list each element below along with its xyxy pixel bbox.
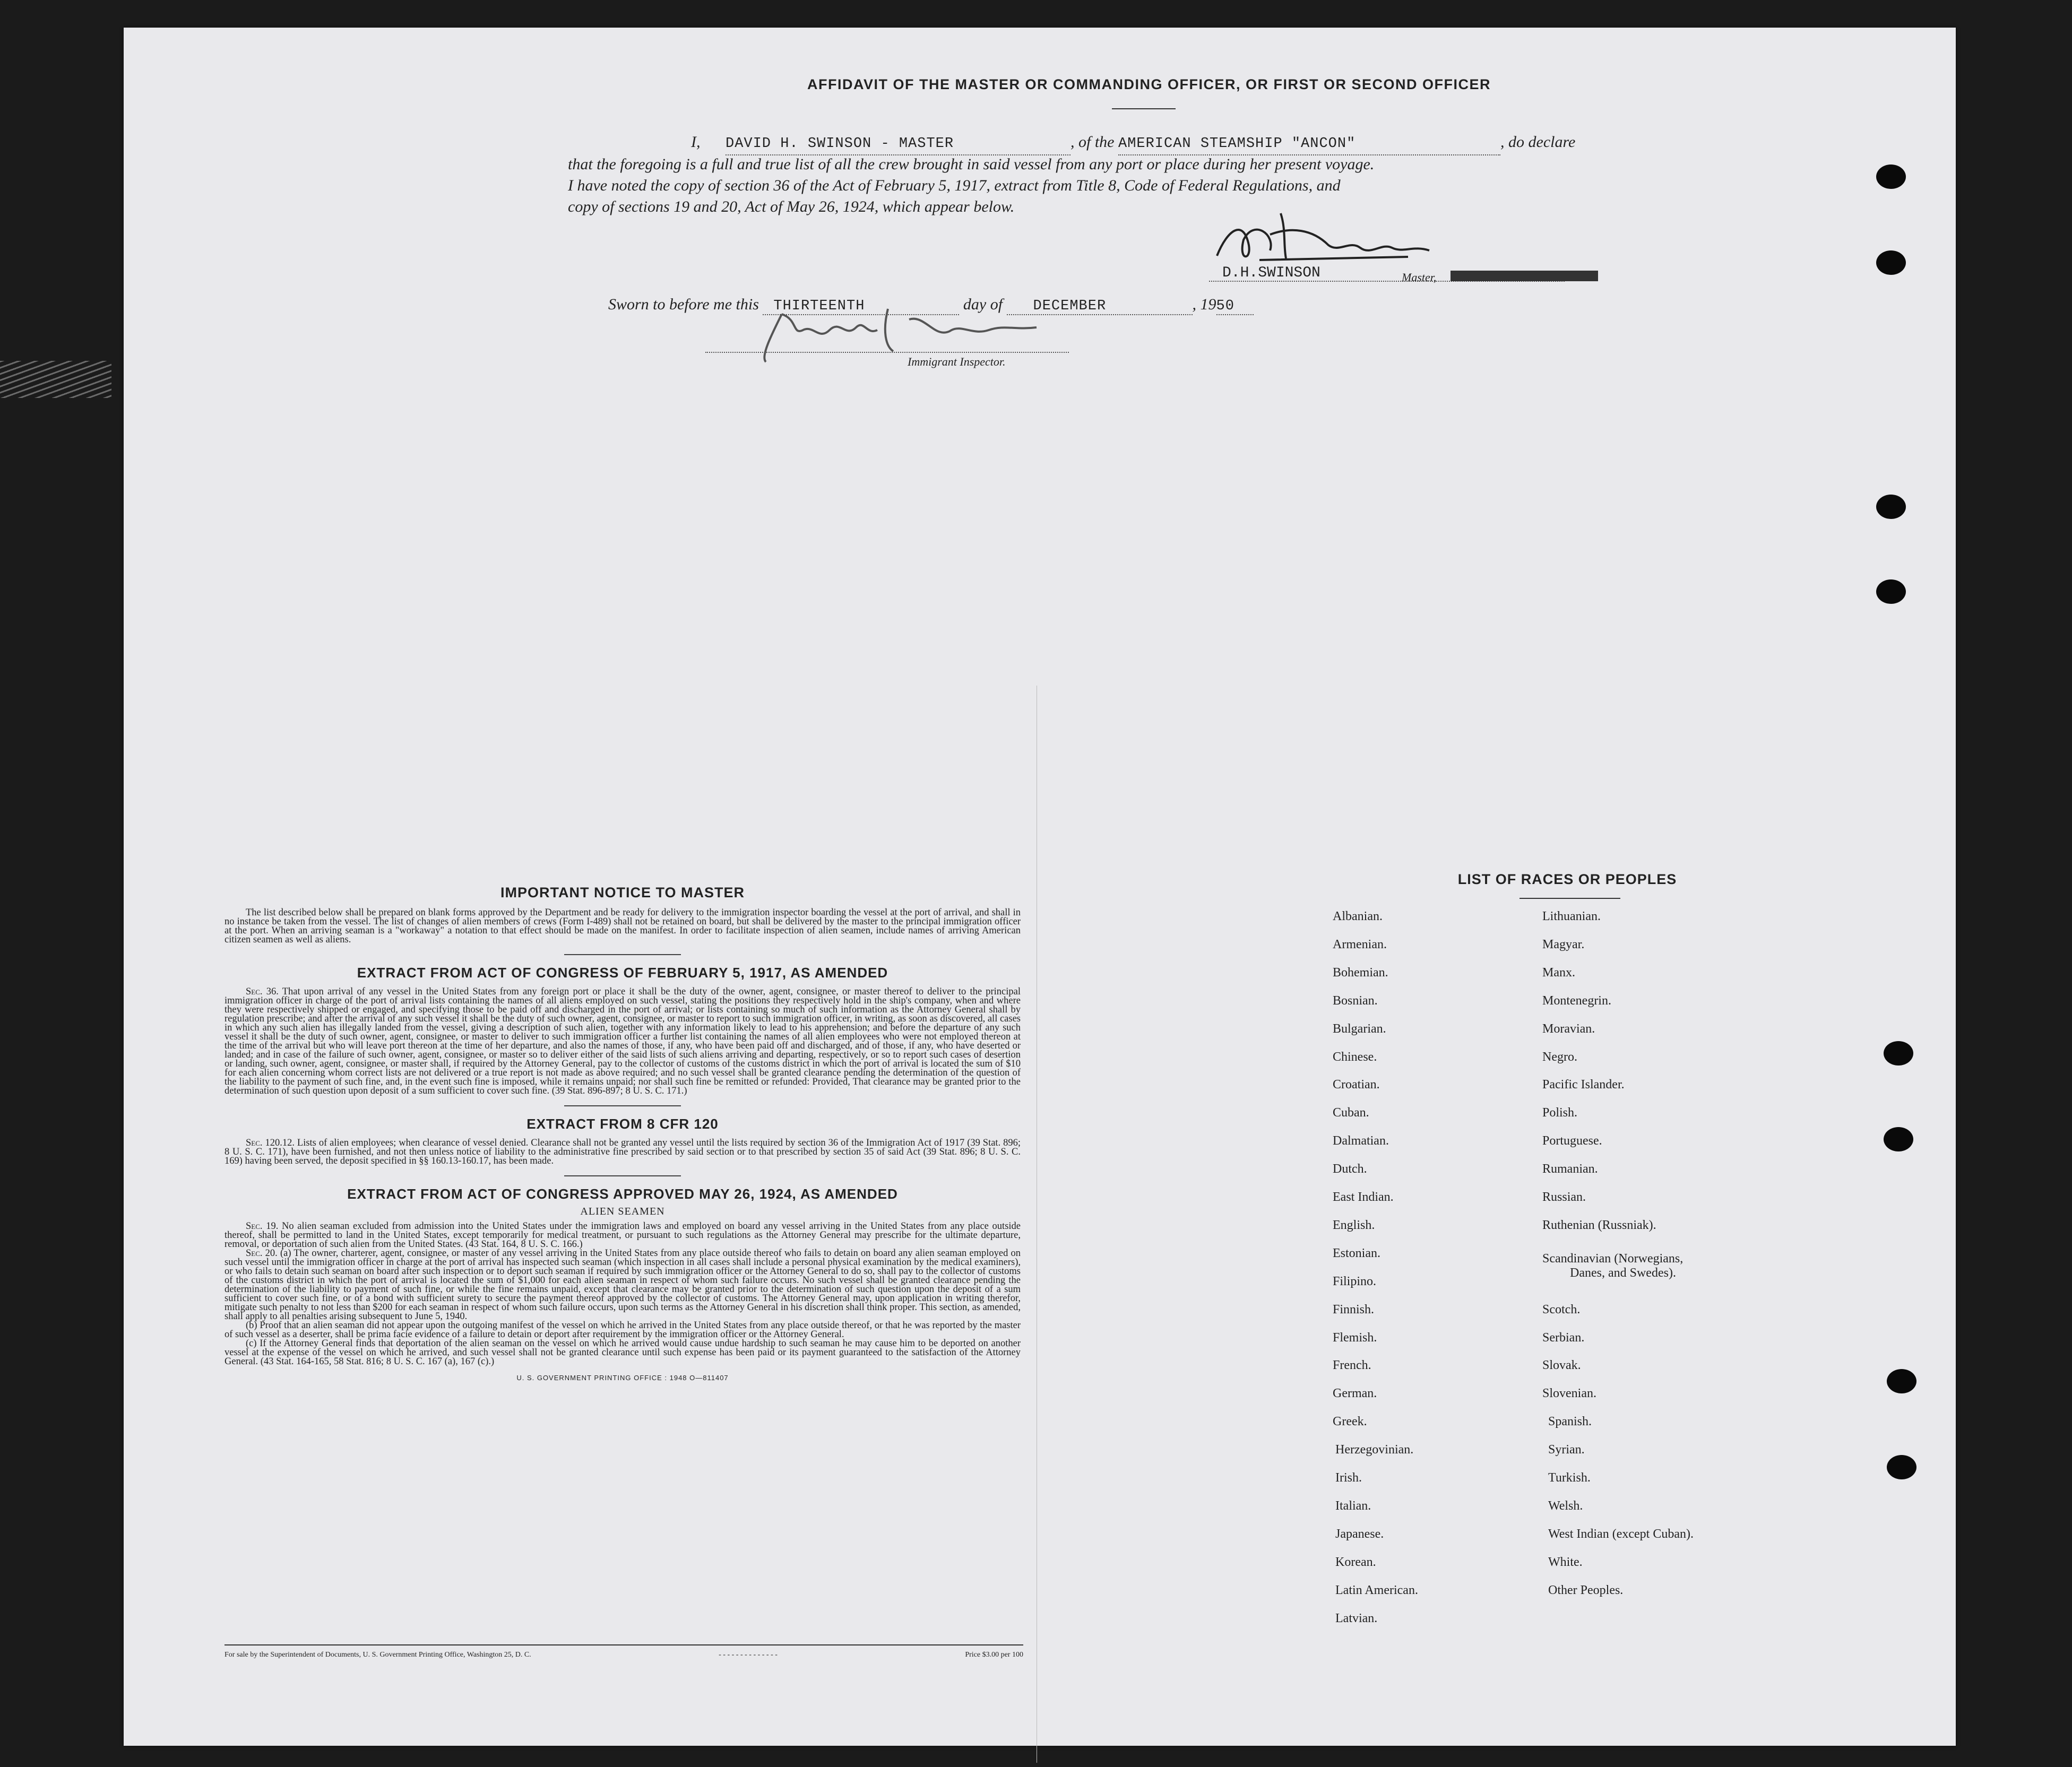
race-item: Russian. (1542, 1190, 1586, 1204)
vessel-name-value: AMERICAN STEAMSHIP "ANCON" (1118, 136, 1356, 152)
race-item: Welsh. (1548, 1499, 1583, 1513)
race-item: French. (1333, 1358, 1371, 1373)
document-page (124, 28, 1956, 1746)
section-20c-text: (c) If the Attorney General finds that deportation of the alien seaman on the vessel on which he arrived would cause undue hardship to such seaman he may cause him to be deported on another vessel at the expense of the vessel on which he arrived, and such vessel shall not be granted clearance until such expense has been paid or its payment guaranteed to the satisfaction of the Attorney General. (43 Stat. 164-165, 58 Stat. 816; 8 U. S. C. 167 (a), 167 (c).) (225, 1338, 1021, 1367)
race-item: Estonian. (1333, 1246, 1380, 1260)
struck-out-text (1451, 271, 1598, 281)
extract-cfr-title: EXTRACT FROM 8 CFR 120 (526, 1116, 719, 1132)
affidavit-line-4: copy of sections 19 and 20, Act of May 26, 1924, which appear below. (568, 198, 1015, 215)
race-item: Montenegrin. (1542, 993, 1611, 1008)
race-item: Croatian. (1333, 1078, 1380, 1092)
race-item: English. (1333, 1218, 1375, 1232)
notice-column (225, 885, 1021, 1382)
affidavit-middle: , of the (1070, 133, 1115, 151)
day-value: THIRTEENTH (773, 298, 865, 314)
footer-dashes: - - - - - - - - - - - - - - (719, 1651, 778, 1659)
affidavit-line-1 (568, 132, 1698, 155)
master-name-value: DAVID H. SWINSON - MASTER (726, 136, 954, 152)
race-item: White. (1548, 1555, 1583, 1569)
race-item: Dalmatian. (1333, 1134, 1389, 1148)
section-number: Sec. 19. (246, 1221, 279, 1232)
race-item: Ruthenian (Russniak). (1542, 1218, 1656, 1232)
race-item: Irish. (1335, 1471, 1362, 1485)
race-item: West Indian (except Cuban). (1548, 1527, 1694, 1541)
affidavit-title: AFFIDAVIT OF THE MASTER OR COMMANDING OFFICER, OR FIRST OR SECOND OFFICER (807, 76, 1491, 92)
inspector-rule (705, 352, 1069, 353)
section-number: Sec. 36. (246, 986, 279, 997)
race-item: Latin American. (1335, 1583, 1418, 1597)
year-prefix: , 19 (1192, 296, 1216, 313)
punch-hole (1876, 579, 1906, 604)
master-name-field (726, 132, 1070, 155)
master-label: Master, (1402, 271, 1437, 284)
footer-price: Price $3.00 per 100 (965, 1651, 1023, 1659)
section-body: No alien seaman excluded from admission into the United States under the immigration laws and employed on board any vessel arriving in the United States from any place outside thereof, shall be permitted to land in the United States, except temporarily for medical treatment, or pursuant to such regulations as the Attorney General may prescribe for the ultimate departure, removal, or deportation of such alien from the United States. (43 Stat. 164, 8 U. S. C. 166.) (225, 1221, 1021, 1250)
race-item: Herzegovinian. (1335, 1443, 1414, 1457)
affidavit-line-3: I have noted the copy of section 36 of the Act of February 5, 1917, extract from Title 8, Code of Federal Regulations, and (568, 177, 1341, 194)
gpo-imprint: U. S. GOVERNMENT PRINTING OFFICE : 1948 O—811407 (516, 1374, 729, 1382)
race-item: Scandinavian (Norwegians, (1542, 1252, 1683, 1266)
section-20b-text: (b) Proof that an alien seaman did not appear upon the outgoing manifest of the vessel on which he arrived in the United States from any place outside thereof, or that he was reported by the master of such vessel as a deserter, shall be prima facie evidence of a failure to detain or deport after requirement by the immigration officer or the Attorney General. (225, 1320, 1021, 1340)
section-body: Lists of alien employees; when clearance of vessel denied. Clearance shall not be granted any vessel until the lists required by section 36 of the Immigration Act of 1917 (39 Stat. 896; 8 U. S. C. 171), have been furnished, and not then unless notice of liability to the administrative fine prescribed by said section or to that prescribed by section 35 of said Act (39 Stat. 896; 8 U. S. C. 169) having been served, the deposit specified in §§ 160.13-160.17, has been made. (225, 1138, 1021, 1166)
race-item: Latvian. (1335, 1611, 1378, 1625)
punch-hole (1884, 1041, 1913, 1066)
punch-hole (1876, 164, 1906, 189)
race-item: German. (1333, 1387, 1377, 1401)
race-item: Japanese. (1335, 1527, 1384, 1541)
race-item: Bohemian. (1333, 965, 1388, 980)
race-item: Serbian. (1542, 1330, 1585, 1345)
extract-1917-title: EXTRACT FROM ACT OF CONGRESS OF FEBRUARY 5, 1917, AS AMENDED (357, 965, 888, 981)
race-item: Dutch. (1333, 1162, 1367, 1176)
race-item: Rumanian. (1542, 1162, 1598, 1176)
film-scratch (0, 361, 111, 398)
section-body: That upon arrival of any vessel in the United States from any foreign port or place it shall be the duty of the owner, agent, consignee, or master thereof to deliver to the principal immigration officer in charge of the port of arrival lists containing the names of all aliens employed on such vessel, stating the positions they respectively hold in the ship's company, when and where they were respectively shipped or engaged, and specifying those to be paid off and discharged in the port of arrival; or lists containing so much of such information as the Attorney General shall by regulation prescribe; and after the arrival of any such vessel it shall be the duty of such owner, agent, consignee, or master to report to such immigration officer, in writing, as soon as discovered, all cases in which any such alien has illegally landed from the vessel, giving a description of such alien, together with any information likely to lead to his apprehension; and before the departure of any such vessel it shall be the duty of such owner, agent, consignee, or master to deliver to such immigration officer a further list containing the names of all alien employees who were not employed thereon at the time of the arrival but who will leave port thereon at the time of her departure, and also the names of those, if any, who have been paid off and discharged, and of those, if any, who have deserted or landed; and in case of the failure of such owner, agent, consignee, or master so to deliver either of the said lists of such aliens arriving and departing, respectively, or so to report such cases of desertion or landing, such owner, agent, consignee, or master shall, if required by the Attorney General, pay to the collector of customs of the customs district in which the port of arrival is located the sum of $10 for each alien concerning whom correct lists are not delivered or a true report is not made as above required; and no such vessel shall be granted clearance pending the determination of the question of the liability to the payment of such fine, and, in the event such fine is imposed, while it remains unpaid; nor shall such fine be remitted or refunded: Provided, That clearance may be granted prior to the determination of such question upon deposit of a sum sufficient to cover such fine. (39 Stat. 896-897; 8 U. S. C. 171.) (225, 986, 1021, 1096)
footer-sale-note: For sale by the Superintendent of Documents, U. S. Government Printing Office, Washington 25, D. C. (225, 1651, 531, 1659)
master-signature (1206, 197, 1435, 272)
section-rule (564, 954, 681, 955)
race-item: Chinese. (1333, 1050, 1377, 1064)
punch-hole (1876, 495, 1906, 519)
race-item: Syrian. (1548, 1443, 1585, 1457)
races-rule (1520, 898, 1620, 899)
race-item: Negro. (1542, 1050, 1577, 1064)
section-number: Sec. 120.12. (246, 1138, 295, 1148)
section-20a-text (225, 1249, 1021, 1321)
title-rule (1112, 108, 1176, 109)
race-item: Korean. (1335, 1555, 1376, 1569)
section-number: Sec. 20. (246, 1248, 278, 1259)
race-item: Italian. (1335, 1499, 1371, 1513)
races-title: LIST OF RACES OR PEOPLES (1457, 871, 1677, 887)
page-footer (225, 1644, 1023, 1659)
race-item: Greek. (1333, 1415, 1367, 1429)
vessel-field (1118, 132, 1500, 155)
affidavit-suffix: , do declare (1500, 133, 1576, 151)
punch-hole (1887, 1369, 1916, 1393)
punch-hole (1884, 1127, 1913, 1151)
section-rule (564, 1105, 681, 1106)
month-value: DECEMBER (1033, 298, 1107, 314)
race-item: Portuguese. (1542, 1134, 1602, 1148)
race-item: Scotch. (1542, 1302, 1581, 1316)
affidavit-prefix: I, (691, 133, 701, 151)
race-item: Cuban. (1333, 1106, 1369, 1120)
race-item: Turkish. (1548, 1471, 1591, 1485)
race-item: Spanish. (1548, 1415, 1592, 1429)
typed-signature: D.H.SWINSON (1222, 265, 1320, 281)
notice-title: IMPORTANT NOTICE TO MASTER (500, 885, 745, 900)
punch-hole (1876, 250, 1906, 275)
extract-1917-text (225, 988, 1021, 1096)
race-item: Bosnian. (1333, 993, 1378, 1008)
race-item: Armenian. (1333, 937, 1387, 951)
inspector-label: Immigrant Inspector. (908, 355, 1006, 368)
affidavit-line-2: that the foregoing is a full and true list of all the crew brought in said vessel from any port or place during her present voyage. (568, 155, 1375, 173)
race-item: Pacific Islander. (1542, 1078, 1625, 1092)
race-item: Lithuanian. (1542, 910, 1601, 923)
extract-1924-title: EXTRACT FROM ACT OF CONGRESS APPROVED MAY 26, 1924, AS AMENDED (347, 1186, 898, 1202)
day-label: day of (963, 296, 1003, 313)
race-item: Other Peoples. (1548, 1583, 1624, 1597)
alien-seamen-subtitle: ALIEN SEAMEN (580, 1206, 665, 1217)
section-19-text (225, 1222, 1021, 1249)
year-value: 50 (1216, 298, 1234, 314)
race-item: Moravian. (1542, 1021, 1595, 1036)
race-item: Bulgarian. (1333, 1021, 1386, 1036)
race-item: Manx. (1542, 965, 1575, 980)
race-item: Slovenian. (1542, 1387, 1596, 1401)
extract-cfr-text (225, 1139, 1021, 1166)
race-item: Magyar. (1542, 937, 1585, 951)
race-item: East Indian. (1333, 1190, 1394, 1204)
race-item: Flemish. (1333, 1330, 1377, 1345)
sworn-prefix: Sworn to before me this (608, 296, 759, 313)
section-rule (564, 1175, 681, 1176)
race-item: Filipino. (1333, 1274, 1377, 1288)
race-item: Albanian. (1333, 910, 1383, 923)
race-item: Finnish. (1333, 1302, 1375, 1316)
year-field (1216, 296, 1254, 315)
race-item: Danes, and Swedes). (1570, 1266, 1676, 1280)
race-item: Polish. (1542, 1106, 1578, 1120)
section-body: (a) The owner, charterer, agent, consignee, or master of any vessel arriving in the United States from any place outside thereof who fails to detain on board any alien seaman employed on such vessel until the immigration officer in charge at the port of arrival has inspected such seaman (which inspection in all cases shall include a personal physical examination by the medical examiners), or who fails to detain such seaman on board after such inspection or to deport such seaman if required by such immigration officer or the Attorney General to do so, shall pay to the collector of customs of the customs district in which the port of arrival is located the sum of $1,000 for each alien seaman in respect of whom such failure occurs. No such vessel shall be granted clearance pending the determination of the liability to payment of such fine, or while the fine remains unpaid, except that clearance may be granted prior to the determination of such question upon the deposit of a sum sufficient to cover such fine, or of a bond with sufficient surety to secure the payment thereof approved by the collector of customs. The Attorney General may, upon application in writing therefor, mitigate such penalty to not less than $200 for each seaman in respect of whom such failure occurs, upon such terms as the Attorney General in his discretion shall think proper. This section, as amended, shall apply to all penalties arising subsequent to June 5, 1940. (225, 1248, 1021, 1322)
notice-text: The list described below shall be prepared on blank forms approved by the Department and be ready for delivery to the immigration inspector boarding the vessel at the port of arrival, and shall in no instance be taken from the vessel. The list of changes of alien members of crews (Form I-489) shall not be retained on board, but shall be delivered by the master to the principal immigration officer at the port. When an arriving seaman is a "workaway" a notation to that effect should be made on the manifest. In order to facilitate inspection of alien seamen, include names of arriving American citizen seamen as well as aliens. (225, 907, 1021, 945)
punch-hole (1887, 1455, 1916, 1479)
race-item: Slovak. (1542, 1358, 1581, 1373)
